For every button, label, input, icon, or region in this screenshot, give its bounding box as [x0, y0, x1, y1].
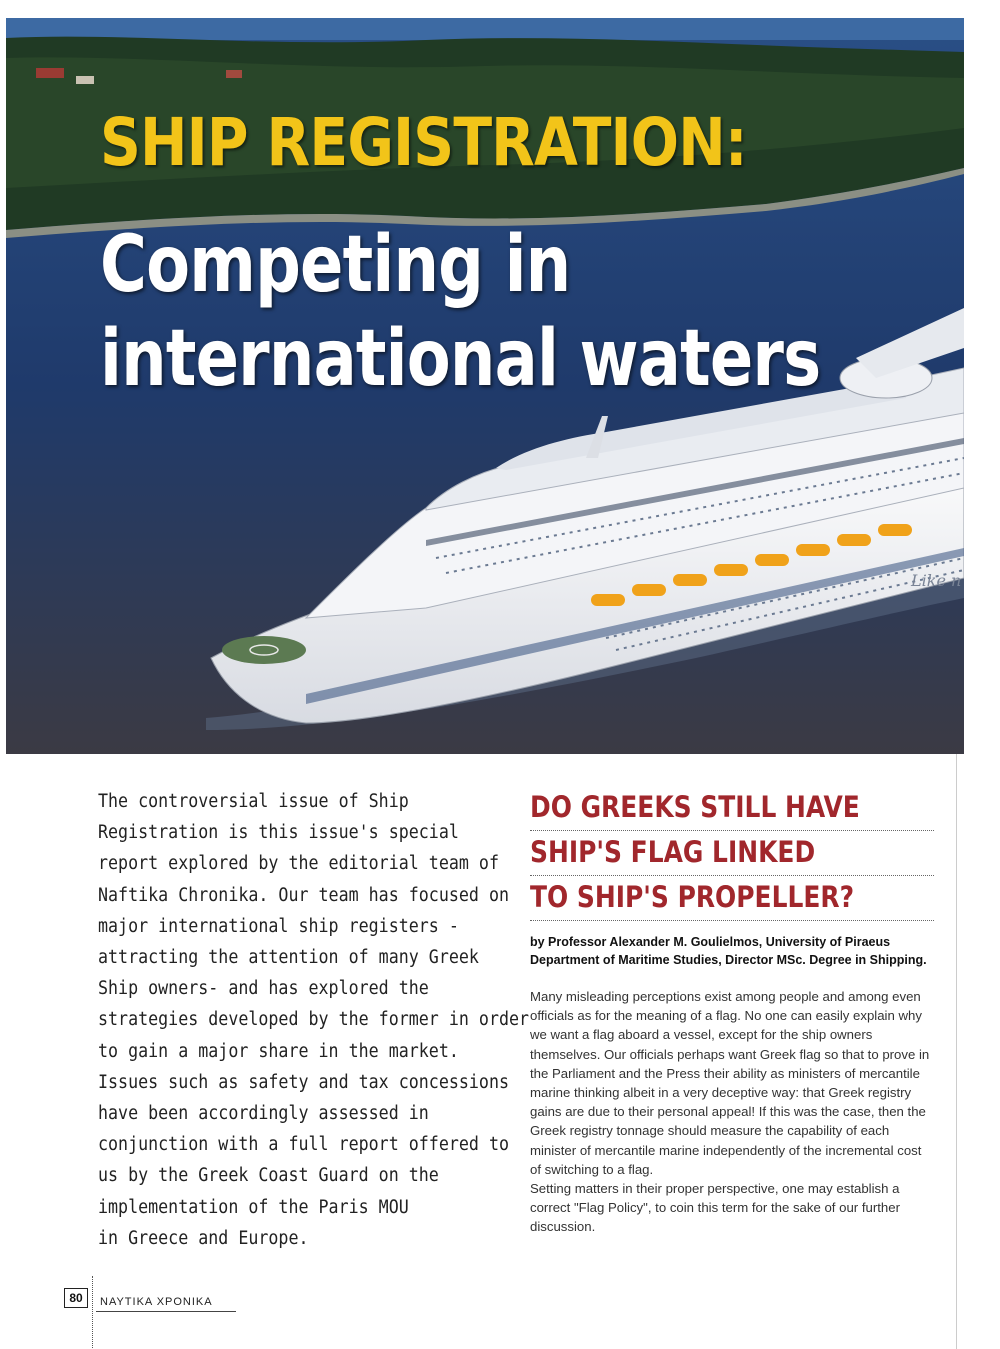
- headline-subtitle-line: international waters: [100, 314, 821, 404]
- article-headline-text: DO GREEKS STILL HAVE: [530, 790, 860, 824]
- intro-line: have been accordingly assessed in: [98, 1103, 429, 1125]
- intro-line: in Greece and Europe.: [98, 1227, 309, 1249]
- headline-subtitle-line: Competing in: [100, 220, 571, 310]
- article-headline-line: [530, 786, 934, 831]
- ship-hull-lettering: Like n: [911, 571, 962, 590]
- headline-ship-registration: SHIP REGISTRATION:: [100, 104, 747, 181]
- article-headline-line: [530, 876, 934, 921]
- shore-house: [76, 76, 94, 84]
- intro-line: Naftika Chronika. Our team has focused on: [98, 884, 509, 906]
- magazine-name: ΝΑΥΤΙΚΑ ΧΡΟΝΙΚΑ: [100, 1296, 213, 1308]
- article-headline-text: TO SHIP'S PROPELLER?: [530, 880, 855, 914]
- shore-house: [36, 68, 64, 78]
- article-headline-text: SHIP'S FLAG LINKED: [530, 835, 816, 869]
- intro-line: to gain a major share in the market.: [98, 1040, 459, 1062]
- article-body: [530, 987, 934, 1237]
- intro-line: attracting the attention of many Greek: [98, 947, 479, 969]
- helipad: [222, 636, 306, 664]
- intro-line: The controversial issue of Ship: [98, 791, 409, 812]
- page-edge-line: [956, 754, 957, 1349]
- intro-line: Issues such as safety and tax concessions: [98, 1071, 509, 1093]
- shore-house: [226, 70, 242, 78]
- intro-line: Registration is this issue's special: [98, 822, 459, 844]
- article-headline-line: [530, 831, 934, 876]
- headline-subtitle: [100, 218, 820, 406]
- intro-line: report explored by the editorial team of: [98, 853, 499, 875]
- far-water: [6, 18, 964, 40]
- intro-line: Ship owners- and has explored the: [98, 978, 429, 1000]
- intro-line: major international ship registers -: [98, 915, 459, 937]
- footer-rule: [96, 1311, 236, 1312]
- footer-divider: [92, 1276, 93, 1348]
- intro-line: us by the Greek Coast Guard on the: [98, 1165, 439, 1187]
- intro-paragraph: [98, 786, 530, 1254]
- article-paragraph: Setting matters in their proper perspective, one may establish a correct "Flag Policy", to coin this term for the sake of our further discussion.: [530, 1181, 900, 1235]
- intro-line: implementation of the Paris MOU: [98, 1196, 409, 1218]
- article-paragraph: Many misleading perceptions exist among people and among even officials as for the meaning of a flag. No one can easily explain why we want a flag aboard a vessel, except for the ship owners themselves. Our officials perhaps want Greek flag so that to prove in the Parliament and the Press their ability as ministers of mercantile marine thinking albeit in a very deceptive way: that Greek registry gains are due to their personal appeal! If this was the case, then the Greek registry tonnage should measure the capability of each minister of mercantile marine independently of the incremental cost of switching to a flag.: [530, 989, 930, 1177]
- article-column: [530, 786, 934, 1237]
- intro-line: strategies developed by the former in order: [98, 1009, 530, 1031]
- article-byline: by Professor Alexander M. Goulielmos, University of Piraeus Department of Maritime Studies, Director MSc. Degree in Shipping.: [530, 935, 927, 967]
- page-number: 80: [64, 1288, 88, 1308]
- intro-line: conjunction with a full report offered to: [98, 1134, 509, 1156]
